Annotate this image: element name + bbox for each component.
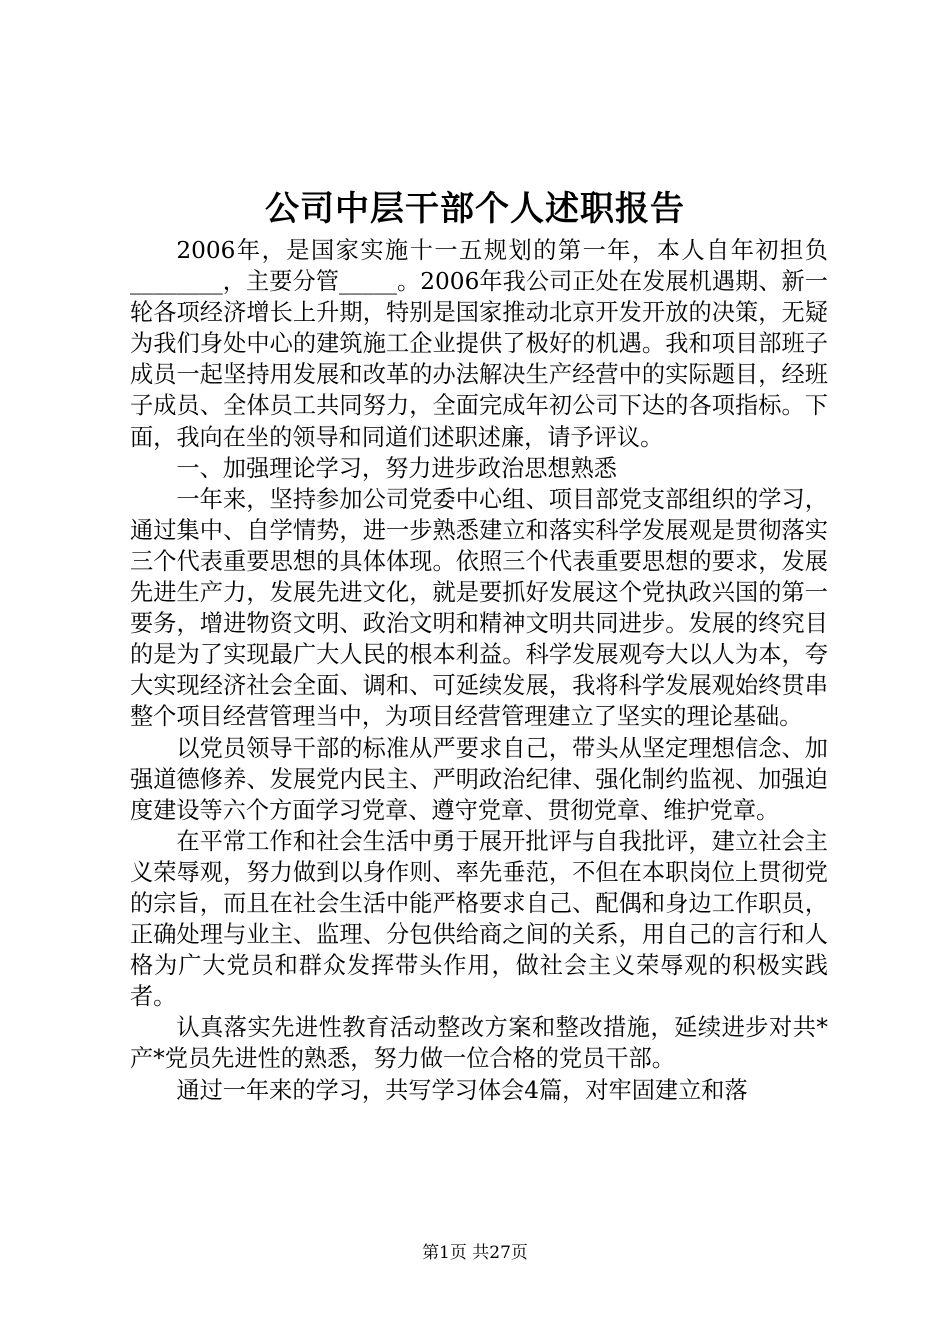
section-heading: 一、加强理论学习，努力进步政治思想熟悉 bbox=[176, 454, 617, 482]
paragraph: 以党员领导干部的标准从严要求自己，带头从坚定理想信念、加强道德修养、发展党内民主、严明政治纪律、强化制约监视、加强迫度建设等六个方面学习党章、遵守党章、贯彻党章、维护党章。 bbox=[130, 734, 828, 824]
paragraph: 通过一年来的学习，共写学习体会4篇，对牢固建立和落 bbox=[176, 1076, 748, 1104]
paragraph: 一年来，坚持参加公司党委中心组、项目部党支部组织的学习，通过集中、自学情势，进一步熟悉建立和落实科学发展观是贯彻落实三个代表重要思想的具体体现。依照三个代表重要思想的要求，发展先进生产力，发展先进文化，就是要抓好发展这个党执政兴国的第一要务，增进物资文明、政治文明和精神文明共同进步。发展的终究目的是为了实现最广大人民的根本利益。科学发展观夸大以人为本，夸大实现经济社会全面、调和、可延续发展，我将科学发展观始终贯串整个项目经营管理当中，为项目经营管理建立了坚实的理论基础。 bbox=[130, 485, 828, 731]
paragraph: 在平常工作和社会生活中勇于展开批评与自我批评，建立社会主义荣辱观，努力做到以身作则、率先垂范，不但在本职岗位上贯彻党的宗旨，而且在社会生活中能严格要求自己、配偶和身边工作职员，正确处理与业主、监理、分包供给商之间的关系，用自己的言行和人格为广大党员和群众发挥带头作用，做社会主义荣辱观的积极实践者。 bbox=[130, 827, 828, 1011]
document-title: 公司中层干部个人述职报告 bbox=[265, 189, 685, 229]
paragraph: 2006年，是国家实施十一五规划的第一年，本人自年初担负________，主要分管_____。2006年我公司正处在发展机遇期、新一轮各项经济增长上升期，特别是国家推动北京开发开放的决策，无疑为我们身处中心的建筑施工企业提供了极好的机遇。我和项目部班子成员一起坚持用发展和改革的办法解决生产经营中的实际题目，经班子成员、全体员工共同努力，全面完成年初公司下达的各项指标。下面，我向在坐的领导和同道们述职述廉，请予评议。 bbox=[130, 237, 828, 451]
document-body bbox=[130, 235, 828, 1106]
paragraph: 认真落实先进性教育活动整改方案和整改措施，延续进步对共*产*党员先进性的熟悉，努力做一位合格的党员干部。 bbox=[130, 1014, 828, 1073]
page-number-footer: 第1页 共27页 bbox=[422, 1243, 528, 1263]
